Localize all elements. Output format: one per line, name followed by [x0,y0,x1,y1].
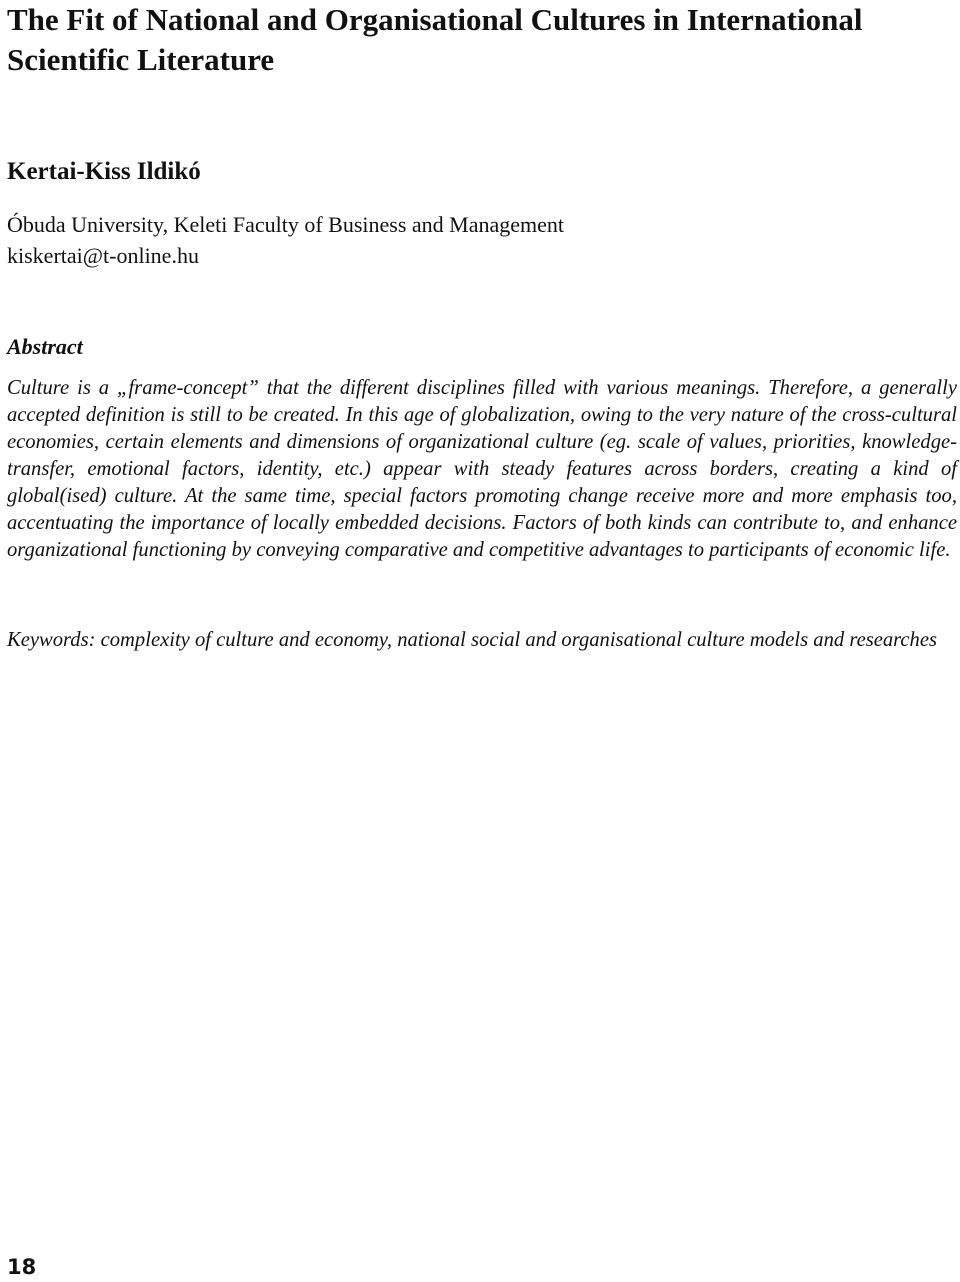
abstract-heading: Abstract [7,334,83,359]
keywords: Keywords: complexity of culture and economy, national social and organisational culture models and researches [7,629,938,651]
paper-page [7,0,957,651]
author-email: kiskertai@t-online.hu [7,243,199,268]
page-number: 18 [7,1255,37,1279]
author-name: Kertai-Kiss Ildikó [7,158,201,185]
author-affiliation: Óbuda University, Keleti Faculty of Business and Management [7,212,565,237]
abstract-text: Culture is a „frame-concept” that the different disciplines filled with various meanings. Therefore, a generally accepted definition is still to be created. In this age of globalization, owing to the very nature of the cross-cultural economies, certain elements and dimensions of organizational culture (eg. scale of values, priorities, knowledge-transfer, emotional factors, identity, etc.) appear with steady features across borders, creating a kind of global(ised) culture. At the same time, special factors promoting change receive more and more emphasis too, accentuating the importance of locally embedded decisions. Factors of both kinds can contribute to, and enhance organizational functioning by conveying comparative and competitive advantages to participants of economic life. [7,377,957,561]
paper-title: The Fit of National and Organisational Cultures in International Scientific Literature [7,2,863,77]
